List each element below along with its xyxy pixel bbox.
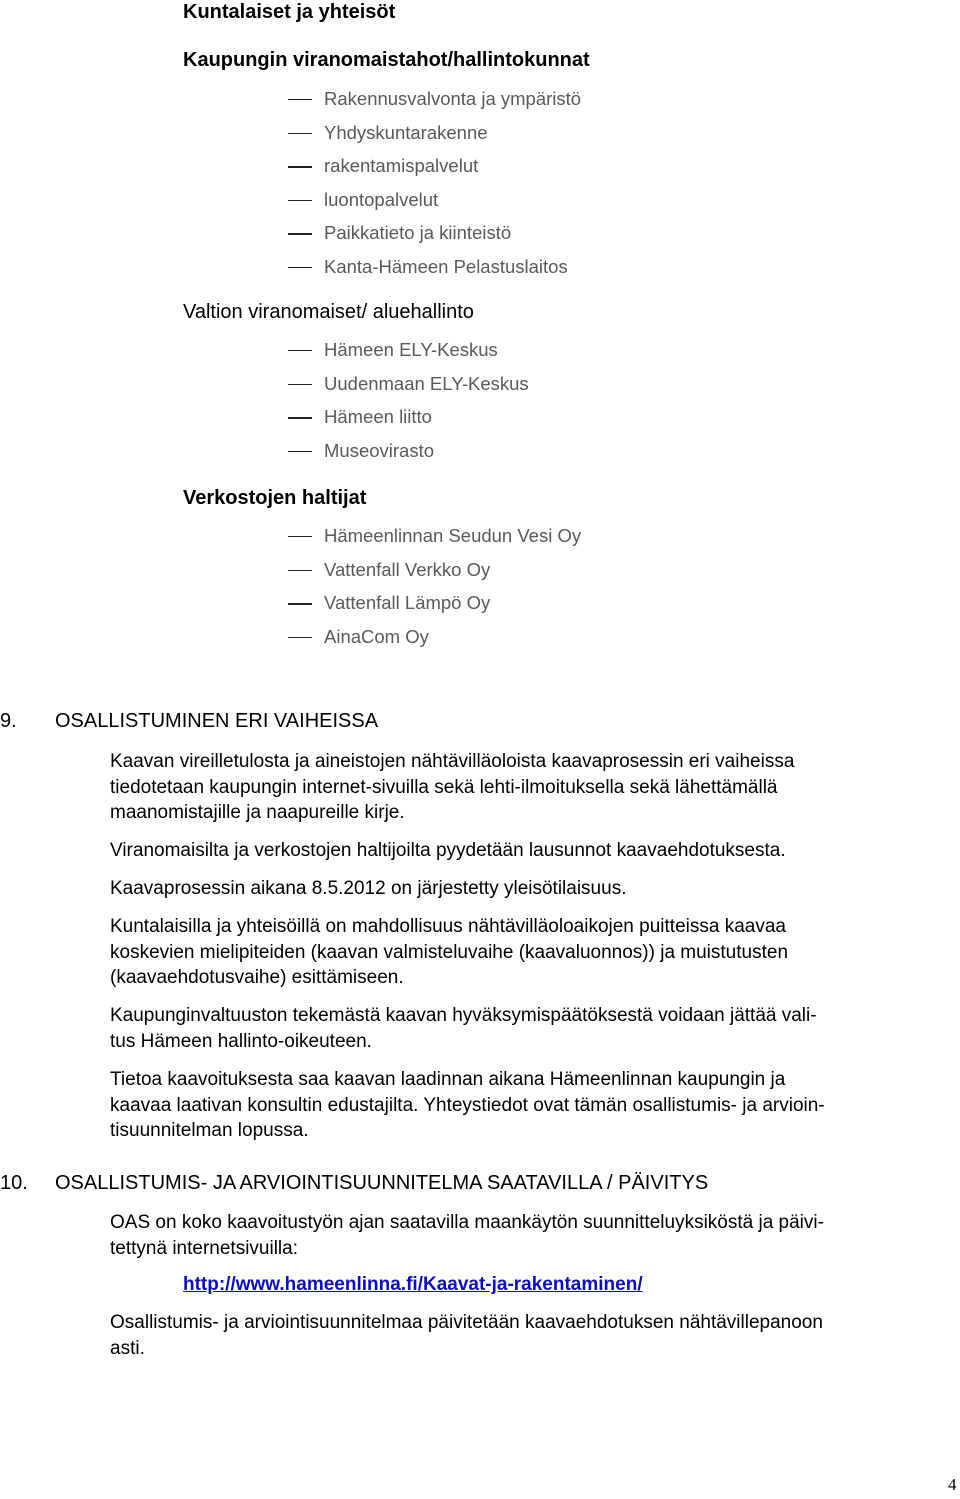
section-9-paragraph bbox=[110, 876, 955, 902]
dash-bullet-icon bbox=[288, 233, 312, 234]
paragraph-line: asti. bbox=[110, 1337, 145, 1359]
section-10-title: OSALLISTUMIS- JA ARVIOINTISUUNNITELMA SAATAVILLA / PÄIVITYS bbox=[55, 1172, 709, 1194]
dash-bullet-icon bbox=[288, 350, 312, 351]
page-number: 4 bbox=[948, 1475, 957, 1494]
list-item-text: rakentamispalvelut bbox=[324, 155, 479, 177]
list-item-text: Kanta-Hämeen Pelastuslaitos bbox=[324, 255, 568, 277]
list-item-text: Hämeen liitto bbox=[324, 406, 432, 428]
dash-bullet-icon bbox=[288, 200, 312, 201]
paragraph-line: (kaavaehdotusvaihe) esittämiseen. bbox=[110, 967, 404, 988]
section-9-paragraph bbox=[110, 749, 955, 826]
paragraph-line: maanomistajille ja naapureille kirje. bbox=[110, 802, 405, 823]
dash-bullet-icon bbox=[288, 536, 312, 537]
heading-valtion: Valtion viranomaiset/ aluehallinto bbox=[183, 301, 474, 323]
dash-bullet-icon bbox=[288, 451, 312, 452]
dash-bullet-icon bbox=[288, 570, 312, 571]
list-item-text: luontopalvelut bbox=[324, 188, 439, 210]
list-item bbox=[0, 220, 960, 254]
dash-bullet-icon bbox=[288, 267, 312, 268]
list-item-text: AinaCom Oy bbox=[324, 625, 429, 647]
dash-bullet-icon bbox=[288, 99, 312, 100]
list-item bbox=[0, 557, 960, 591]
section-9-paragraph bbox=[110, 1003, 955, 1054]
heading-kuntalaiset: Kuntalaiset ja yhteisöt bbox=[183, 1, 396, 23]
paragraph-line: Kaavaprosessin aikana 8.5.2012 on järjestetty yleisötilaisuus. bbox=[110, 878, 627, 899]
list-item bbox=[0, 371, 960, 405]
list-item bbox=[0, 404, 960, 438]
paragraph-line: tiedotetaan kaupungin internet-sivuilla sekä lehti-ilmoituksella sekä lähettämällä bbox=[110, 776, 778, 798]
list-item-text: Uudenmaan ELY-Keskus bbox=[324, 372, 529, 394]
section-9-number: 9. bbox=[0, 710, 17, 732]
paragraph-line: Viranomaisilta ja verkostojen haltijoilta pyydetään lausunnot kaavaehdotuksesta. bbox=[110, 840, 786, 861]
dash-bullet-icon bbox=[288, 603, 312, 604]
section-10-paragraph-2 bbox=[110, 1310, 955, 1361]
list-item bbox=[0, 187, 960, 221]
heading-kaupungin: Kaupungin viranomaistahot/hallintokunnat bbox=[183, 49, 590, 71]
paragraph-line: Kaupunginvaltuuston tekemästä kaavan hyväksymispäätöksestä voidaan jättää vali- bbox=[110, 1005, 817, 1026]
paragraph-line: Osallistumis- ja arviointisuunnitelmaa päivitetään kaavaehdotuksen nähtävillepanoon bbox=[110, 1312, 823, 1333]
section-10-number: 10. bbox=[0, 1172, 28, 1194]
list-item bbox=[0, 120, 960, 154]
list-item bbox=[0, 590, 960, 624]
list-item-text: Hämeenlinnan Seudun Vesi Oy bbox=[324, 525, 582, 546]
list-item bbox=[0, 254, 960, 288]
paragraph-line: tettynä internetsivuilla: bbox=[110, 1237, 298, 1259]
list-verkostojen bbox=[0, 523, 960, 657]
list-item-text: Vattenfall Verkko Oy bbox=[324, 558, 491, 580]
list-item-text: Hämeen ELY-Keskus bbox=[324, 339, 498, 360]
section-9-title: OSALLISTUMINEN ERI VAIHEISSA bbox=[55, 710, 379, 732]
dash-bullet-icon bbox=[288, 166, 312, 167]
dash-bullet-icon bbox=[288, 133, 312, 134]
dash-bullet-icon bbox=[288, 417, 312, 418]
list-item bbox=[0, 337, 960, 371]
list-item bbox=[0, 624, 960, 658]
paragraph-line: tisuunnitelman lopussa. bbox=[110, 1120, 309, 1141]
list-item bbox=[0, 153, 960, 187]
paragraph-line: koskevien mielipiteiden (kaavan valmisteluvaihe (kaavaluonnos)) ja muistutusten bbox=[110, 941, 789, 963]
paragraph-line: tus Hämeen hallinto-oikeuteen. bbox=[110, 1030, 372, 1052]
paragraph-line: Kaavan vireilletulosta ja aineistojen nähtävilläoloista kaavaprosessin eri vaiheissa bbox=[110, 751, 795, 772]
list-item-text: Yhdyskuntarakenne bbox=[324, 121, 488, 143]
list-valtion bbox=[0, 337, 960, 471]
dash-bullet-icon bbox=[288, 384, 312, 385]
section-9-paragraph bbox=[110, 914, 955, 991]
dash-bullet-icon bbox=[288, 637, 312, 638]
section-9-paragraph bbox=[110, 838, 955, 864]
list-item bbox=[0, 438, 960, 472]
list-item bbox=[0, 523, 960, 557]
heading-verkostojen: Verkostojen haltijat bbox=[183, 487, 367, 509]
list-item-text: Vattenfall Lämpö Oy bbox=[324, 592, 491, 614]
paragraph-line: Tietoa kaavoituksesta saa kaavan laadinnan aikana Hämeenlinnan kaupungin ja bbox=[110, 1069, 786, 1090]
section-10-paragraph-1 bbox=[110, 1210, 955, 1261]
list-item-text: Rakennusvalvonta ja ympäristö bbox=[324, 88, 582, 109]
list-kaupungin bbox=[0, 86, 960, 288]
list-item-text: Museovirasto bbox=[324, 439, 435, 461]
hameenlinna-link[interactable]: http://www.hameenlinna.fi/Kaavat-ja-rakentaminen/ bbox=[183, 1274, 643, 1295]
paragraph-line: OAS on koko kaavoitustyön ajan saatavilla maankäytön suunnitteluyksiköstä ja päivi- bbox=[110, 1212, 824, 1233]
paragraph-line: kaavaa laativan konsultin edustajilta. Yhteystiedot ovat tämän osallistumis- ja arvioin- bbox=[110, 1094, 825, 1116]
list-item bbox=[0, 86, 960, 120]
list-item-text: Paikkatieto ja kiinteistö bbox=[324, 222, 512, 244]
section-9-paragraph bbox=[110, 1067, 955, 1144]
paragraph-line: Kuntalaisilla ja yhteisöillä on mahdollisuus nähtävilläoloaikojen puitteissa kaavaa bbox=[110, 916, 786, 937]
